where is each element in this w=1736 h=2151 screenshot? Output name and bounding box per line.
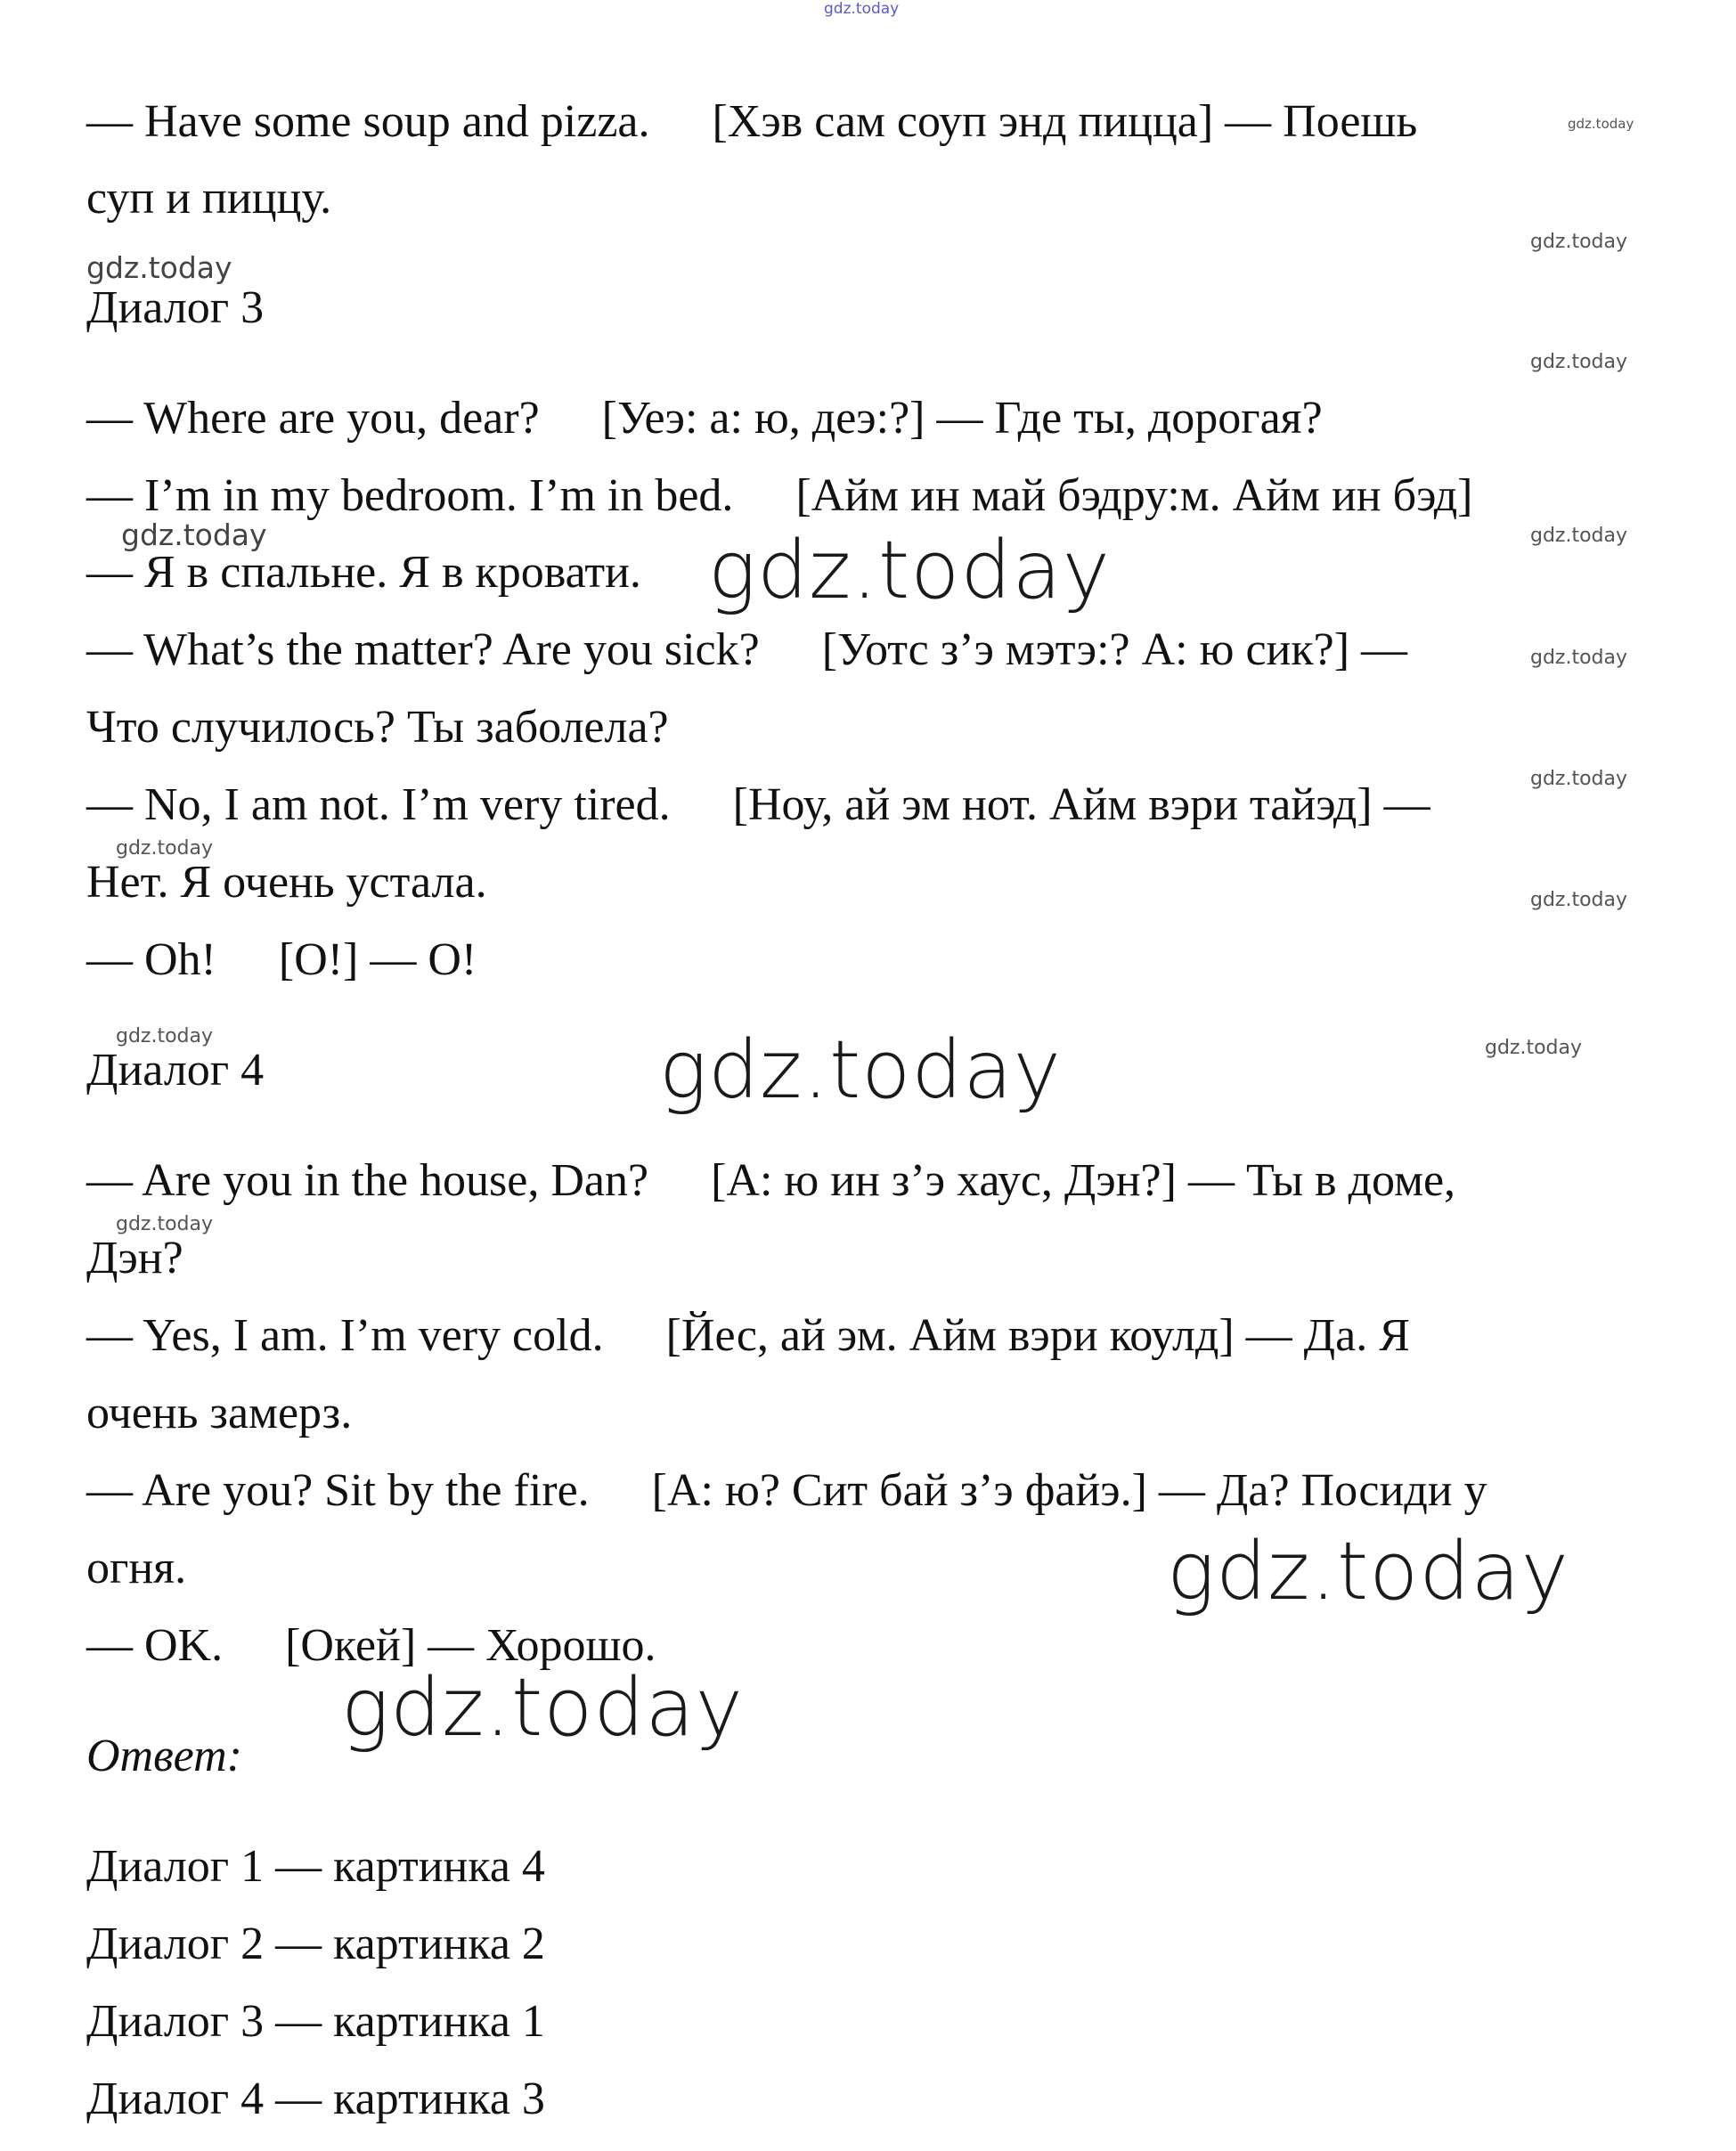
dialog-line <box>86 1154 1455 1208</box>
watermark: gdz.today <box>1530 647 1628 669</box>
dialog-line <box>86 933 477 987</box>
watermark-top: gdz.today <box>824 0 900 18</box>
answer-item: Диалог 3 — картинка 1 <box>86 1996 545 2047</box>
english-phrase: — Are you in the house, Dan? <box>86 1155 649 1206</box>
watermark: gdz.today <box>1530 525 1628 547</box>
transcription: [А: ю? Сит бай з’э файэ.] — Да? Посиди у <box>651 1465 1487 1516</box>
dialog-line: очень замерз. <box>86 1388 353 1438</box>
transcription: [А: ю ин з’э хаус, Дэн?] — Ты в доме, <box>711 1155 1456 1206</box>
dialog-line <box>86 469 1472 523</box>
english-phrase: — Have some soup and pizza. <box>86 96 650 147</box>
transcription: [Окей] — Хорошо. <box>285 1620 656 1671</box>
watermark-large: gdz.today <box>341 1661 744 1755</box>
watermark: gdz.today <box>86 250 232 285</box>
transcription: [Уотс з’э мэтэ:? А: ю сик?] — <box>821 624 1408 675</box>
dialog-line: — Я в спальне. Я в кровати. <box>86 547 641 598</box>
watermark: gdz.today <box>116 1025 214 1047</box>
english-phrase: — Where are you, dear? <box>86 393 540 444</box>
transcription: [Хэв сам соуп энд пицца] — Поешь <box>712 96 1418 147</box>
dialog-line: Что случилось? Ты заболела? <box>86 702 669 753</box>
watermark: gdz.today <box>1530 889 1628 911</box>
dialog-4-title: Диалог 4 <box>86 1045 265 1096</box>
dialog-line <box>86 1309 1410 1363</box>
english-phrase: — I’m in my bedroom. I’m in bed. <box>86 470 734 521</box>
dialog-line <box>86 1464 1487 1518</box>
english-phrase: — Are you? Sit by the fire. <box>86 1465 590 1516</box>
dialog-line: Нет. Я очень устала. <box>86 857 487 908</box>
dialog-line <box>86 95 1417 149</box>
transcription: [Айм ин май бэдру:м. Айм ин бэд] <box>795 470 1473 521</box>
english-phrase: — What’s the matter? Are you sick? <box>86 624 760 675</box>
watermark: gdz.today <box>116 837 214 860</box>
watermark: gdz.today <box>1485 1037 1583 1059</box>
english-phrase: — Oh! <box>86 934 216 985</box>
transcription: [O!] — О! <box>278 934 477 985</box>
dialog-line: огня. <box>86 1543 187 1593</box>
dialog-line <box>86 392 1323 445</box>
watermark-large: gdz.today <box>659 1023 1062 1117</box>
answer-item: Диалог 4 — картинка 3 <box>86 2074 545 2124</box>
english-phrase: — OK. <box>86 1620 224 1671</box>
watermark-large: gdz.today <box>708 524 1111 617</box>
watermark: gdz.today <box>1530 231 1628 253</box>
dialog-line <box>86 778 1430 832</box>
dialog-line: Дэн? <box>86 1233 183 1283</box>
watermark: gdz.today <box>116 1213 214 1235</box>
english-phrase: — No, I am not. I’m very tired. <box>86 779 671 830</box>
transcription: [Уеэ: а: ю, деэ:?] — Где ты, дорогая? <box>601 393 1323 444</box>
answer-label: Ответ: <box>86 1731 242 1781</box>
dialog-line: суп и пиццу. <box>86 173 332 224</box>
english-phrase: — Yes, I am. I’m very cold. <box>86 1310 604 1361</box>
answer-item: Диалог 1 — картинка 4 <box>86 1841 545 1892</box>
watermark: gdz.today <box>1530 768 1628 790</box>
watermark: gdz.today <box>1568 116 1634 132</box>
watermark-large: gdz.today <box>1167 1525 1569 1618</box>
transcription: [Ноу, ай эм нот. Айм вэри тайэд] — <box>732 779 1430 830</box>
watermark: gdz.today <box>121 517 267 552</box>
transcription: [Йес, ай эм. Айм вэри коулд] — Да. Я <box>665 1310 1410 1361</box>
dialog-line <box>86 623 1407 677</box>
dialog-3-title: Диалог 3 <box>86 282 265 333</box>
watermark: gdz.today <box>1530 351 1628 373</box>
answer-item: Диалог 2 — картинка 2 <box>86 1919 545 1969</box>
